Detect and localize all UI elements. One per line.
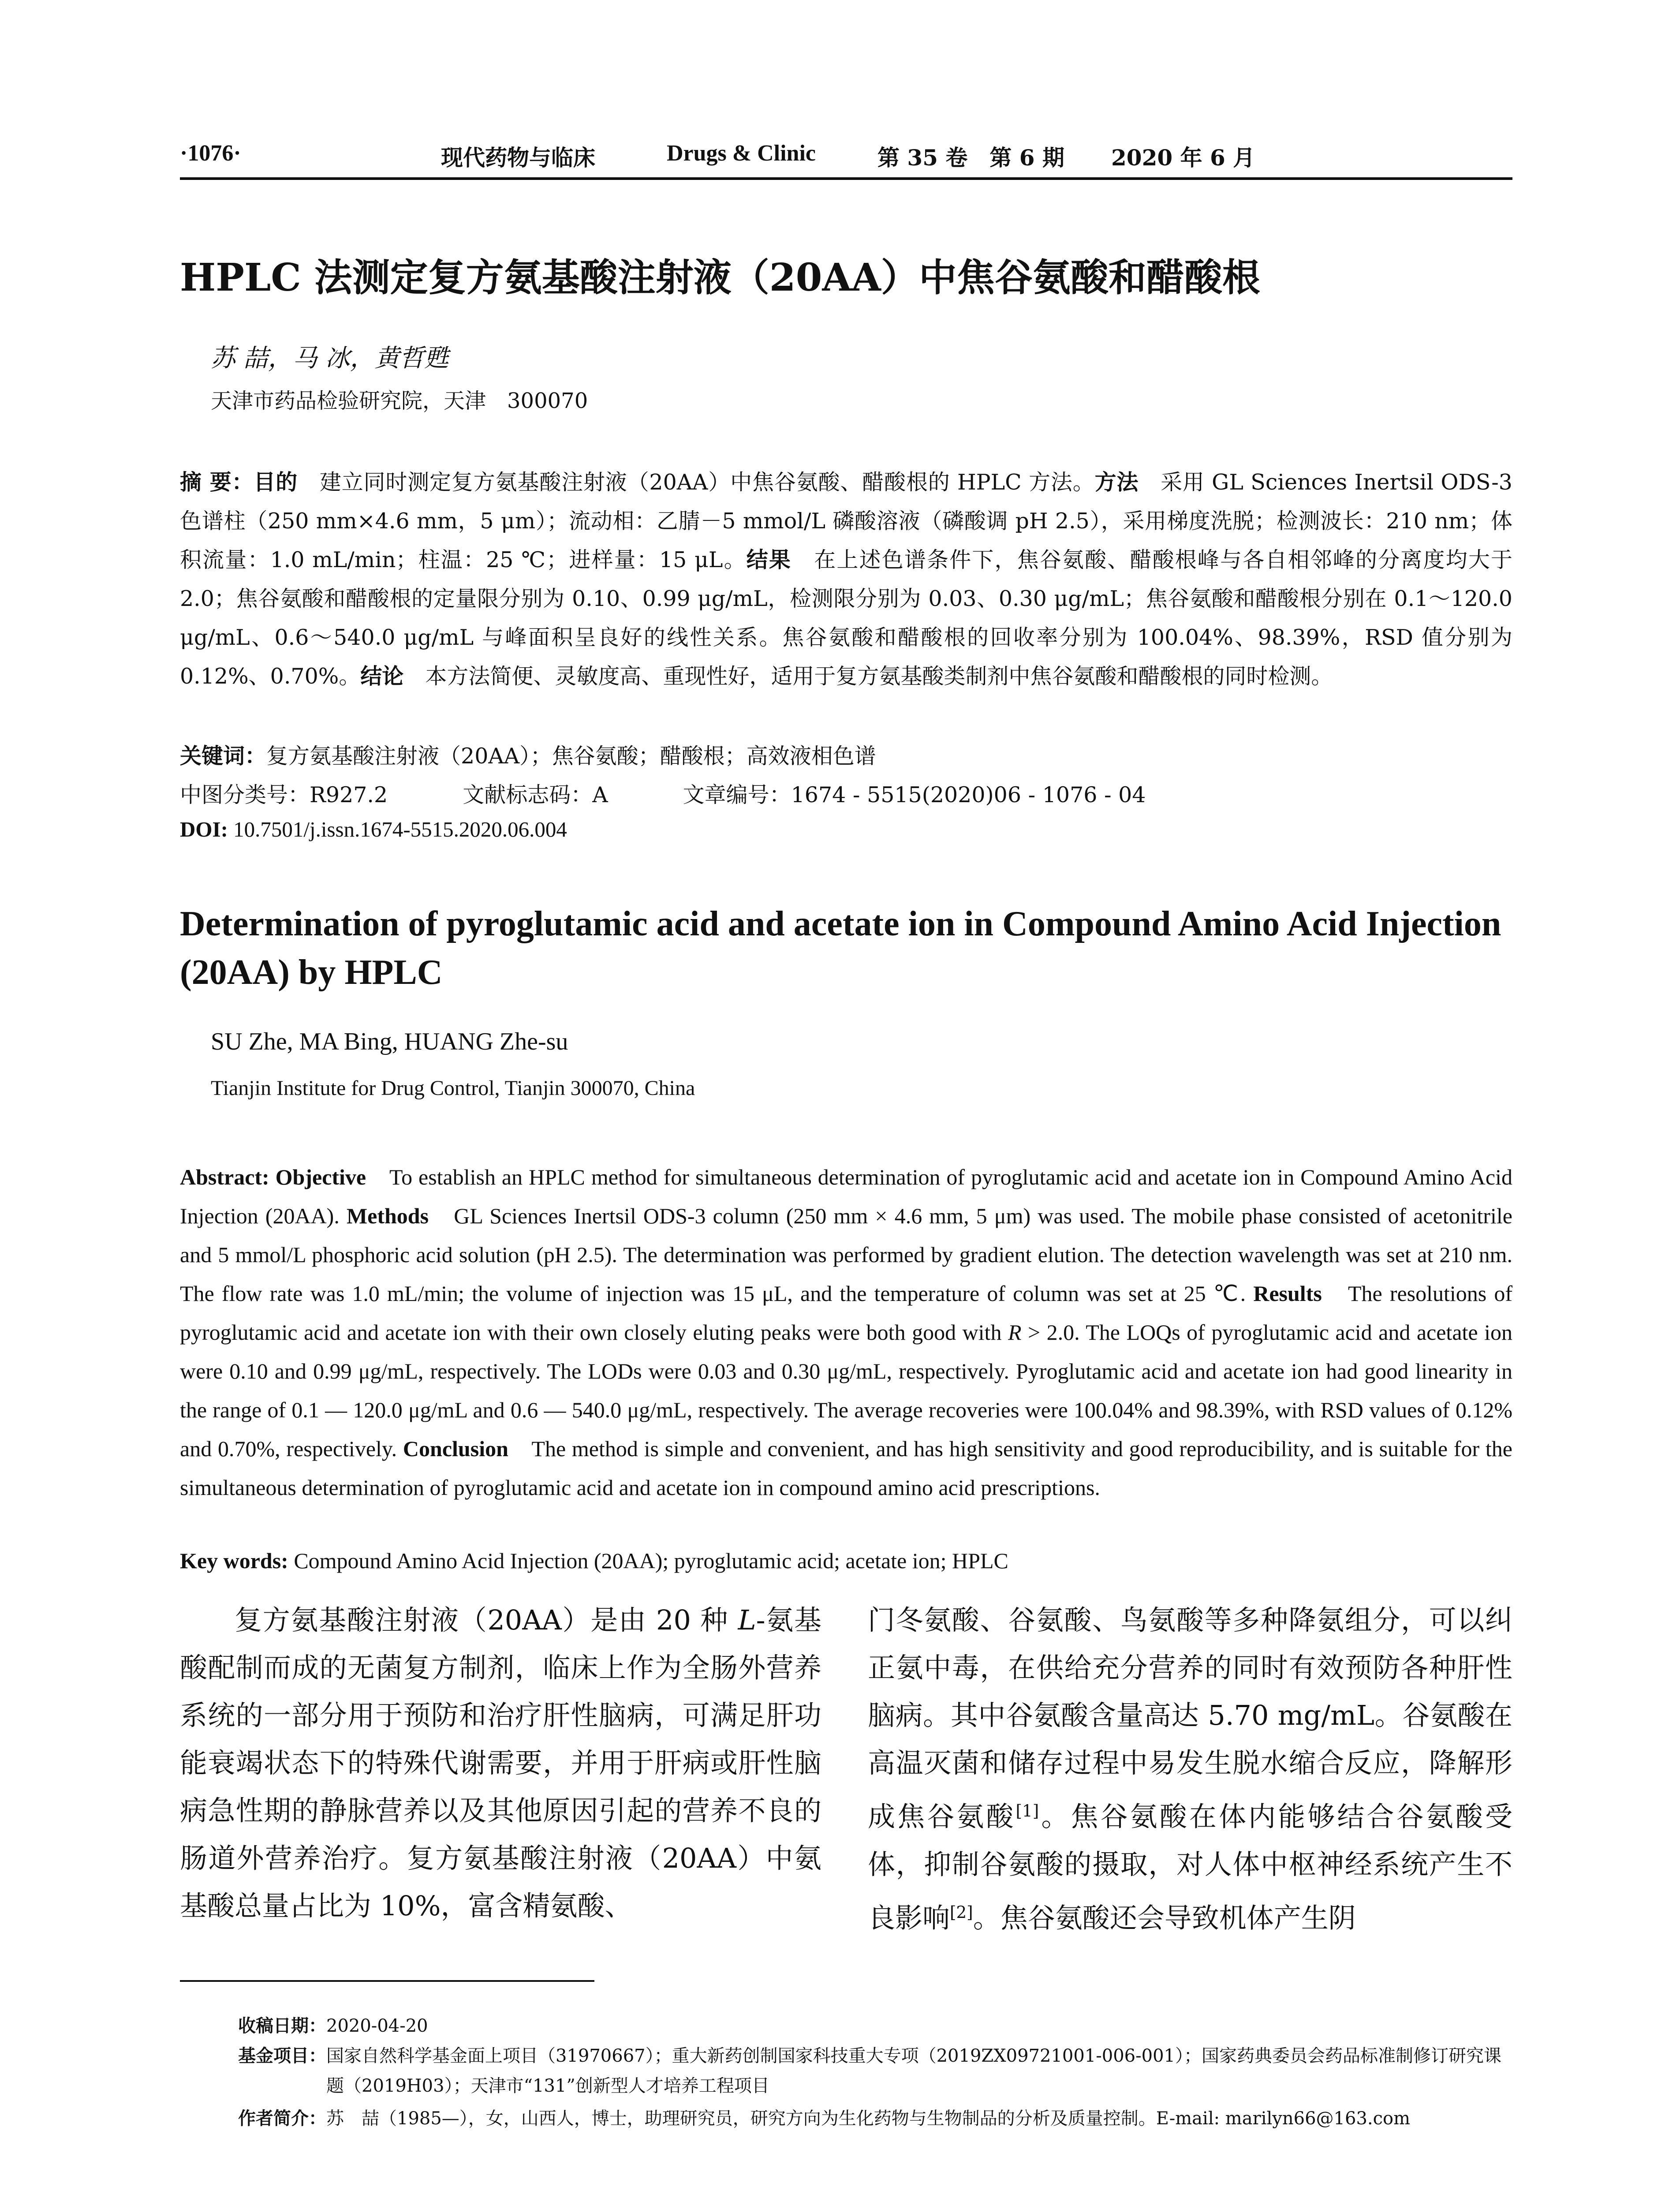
title-en: Determination of pyroglutamic acid and acetate ion in Compound Amino Acid Injection (20AA) by HPLC xyxy=(180,904,1501,992)
abstract-cn xyxy=(180,463,1512,696)
abstract-en-objective: To establish an HPLC method for simultaneous determination of pyroglutamic acid and acetate ion in Compound Amino Acid Injection (20AA). xyxy=(180,1165,1512,1228)
body-left-a: 复方氨基酸注射液（20AA）是由 20 种 xyxy=(235,1604,738,1636)
abstract-cn-results-label: 结果 xyxy=(746,547,792,572)
clc-value: R927.2 xyxy=(310,782,388,807)
body-column-right xyxy=(868,1596,1512,1942)
authors-cn: 苏 喆，马 冰，黄哲甦 xyxy=(211,344,449,373)
received-label: 收稿日期： xyxy=(238,2016,326,2036)
body-right-a: 门冬氨酸、谷氨酸、鸟氨酸等多种降氨组分，可以纠正氨中毒，在供给充分营养的同时有效预防各种肝性脑病。其中谷氨酸含量高达 5.70 mg/mL。谷氨酸在高温灭菌和储存过程中易发生脱水缩合反应，降解形成焦谷氨酸 xyxy=(868,1604,1512,1833)
keywords-cn-value: 复方氨基酸注射液（20AA）；焦谷氨酸；醋酸根；高效液相色谱 xyxy=(266,744,876,769)
journal-date: 2020 年 6 月 xyxy=(1111,145,1255,171)
abstract-cn-methods-label: 方法 xyxy=(1094,470,1139,495)
abstract-en-objective-label: Objective xyxy=(275,1165,366,1189)
abstract-en-conclusion-label: Conclusion xyxy=(403,1436,508,1461)
affiliation-en: Tianjin Institute for Drug Control, Tianjin 300070, China xyxy=(211,1076,695,1100)
abstract-en-results-a: The resolutions of pyroglutamic acid and acetate ion with their own closely eluting peaks were both good with xyxy=(180,1281,1512,1345)
keywords-cn xyxy=(180,739,876,770)
header-rule xyxy=(180,177,1512,180)
title-cn: HPLC 法测定复方氨基酸注射液（20AA）中焦谷氨酸和醋酸根 xyxy=(180,255,1260,300)
footnote-fund xyxy=(238,2041,1512,2101)
body-left-italic-l: L xyxy=(738,1604,756,1636)
abstract-en-label: Abstract: xyxy=(180,1165,276,1189)
keywords-en-value: Compound Amino Acid Injection (20AA); pyroglutamic acid; acetate ion; HPLC xyxy=(294,1548,1008,1573)
footnote-rule xyxy=(180,1980,594,1982)
fund-label: 基金项目： xyxy=(238,2046,326,2066)
abstract-cn-methods: 采用 GL Sciences Inertsil ODS-3 色谱柱（250 mm×4.6 mm，5 μm）；流动相：乙腈－5 mmol/L 磷酸溶液（磷酸调 pH 2.5），采用梯度洗脱；检测波长：210 nm；体积流量：1.0 mL/min；柱温：25 ℃；进样量：15 μL。 xyxy=(180,470,1512,572)
abstract-cn-conclusion: 本方法简便、灵敏度高、重现性好，适用于复方氨基酸类制剂中焦谷氨酸和醋酸根的同时检测。 xyxy=(403,664,1333,689)
citation-ref-2[interactable]: [2] xyxy=(950,1902,973,1922)
journal-volume: 第 35 卷 第 6 期 xyxy=(877,145,1064,171)
footnote-author xyxy=(238,2104,1512,2134)
fund-text: 国家自然科学基金面上项目（31970667）；重大新药创制国家科技重大专项（2019ZX09721001-006-001）；国家药典委员会药品标准制修订研究课题（2019H03）；天津市“131”创新型人才培养工程项目 xyxy=(326,2046,1501,2096)
citation-ref-1[interactable]: [1] xyxy=(1015,1801,1039,1820)
abstract-en-methods: GL Sciences Inertsil ODS-3 column (250 mm × 4.6 mm, 5 μm) was used. The mobile phase consisted of acetonitrile and 5 mmol/L phosphoric acid solution (pH 2.5). The determination was performed by gradient elution. The detection wavelength was set at 210 nm. The flow rate was 1.0 mL/min; the volume of injection was 15 μL, and the temperature of column was set at 25 ℃. xyxy=(180,1203,1512,1306)
journal-name-en: Drugs & Clinic xyxy=(667,141,816,166)
doi-link[interactable]: 10.7501/j.issn.1674-5515.2020.06.004 xyxy=(228,817,567,841)
journal-name-cn: 现代药物与临床 xyxy=(441,145,595,171)
abstract-cn-objective-label: 目的 xyxy=(254,470,298,495)
abstract-en-results-b: > 2.0. The LOQs of pyroglutamic acid and acetate ion were 0.10 and 0.99 μg/mL, respectively. The LODs were 0.03 and 0.30 μg/mL, respectively. Pyroglutamic acid and acetate ion had good linearity in the range of 0.1 — 120.0 μg/mL and 0.6 — 540.0 μg/mL, respectively. The average recoveries were 100.04% and 98.39%, with RSD values of 0.12% and 0.70%, respectively. xyxy=(180,1320,1512,1461)
keywords-en xyxy=(180,1548,1512,1573)
abstract-cn-results: 在上述色谱条件下，焦谷氨酸、醋酸根峰与各自相邻峰的分离度均大于 2.0；焦谷氨酸和醋酸根的定量限分别为 0.10、0.99 μg/mL，检测限分别为 0.03、0.30 μg/mL；焦谷氨酸和醋酸根分别在 0.1～120.0 μg/mL、0.6～540.0 μg/mL 与峰面积呈良好的线性关系。焦谷氨酸和醋酸根的回收率分别为 100.04%、98.39%，RSD 值分别为 0.12%、0.70%。 xyxy=(180,547,1512,689)
abstract-en-results-r: R xyxy=(1008,1320,1022,1345)
abstract-cn-conclusion-label: 结论 xyxy=(360,664,404,689)
abstract-en-methods-label: Methods xyxy=(346,1203,429,1228)
page-number: ·1076· xyxy=(180,141,241,166)
body-right-c: 。焦谷氨酸还会导致机体产生阴 xyxy=(973,1902,1356,1934)
body-left-b: -氨基酸配制而成的无菌复方制剂，临床上作为全肠外营养系统的一部分用于预防和治疗肝性脑病，可满足肝功能衰竭状态下的特殊代谢需要，并用于肝病或肝性脑病急性期的静脉营养以及其他原因引起的营养不良的肠道外营养治疗。复方氨基酸注射液（20AA）中氨基酸总量占比为 10%，富含精氨酸、 xyxy=(180,1604,822,1922)
body-right-b: 。焦谷氨酸在体内能够结合谷氨酸受体，抑制谷氨酸的摄取，对人体中枢神经系统产生不良影响 xyxy=(868,1800,1512,1934)
clc-label: 中图分类号： xyxy=(180,782,310,807)
classification-line xyxy=(180,778,1146,809)
abstract-en-results-label: Results xyxy=(1253,1281,1322,1306)
abstract-en-conclusion: The method is simple and convenient, and has high sensitivity and good reproducibility, and is suitable for the simultaneous determination of pyroglutamic acid and acetate ion in compound amino acid prescriptions. xyxy=(180,1436,1512,1500)
keywords-en-label: Key words: xyxy=(180,1548,294,1573)
doc-code-label: 文献标志码： xyxy=(463,782,593,807)
doc-code-value: A xyxy=(592,782,608,807)
received-date: 2020-04-20 xyxy=(326,2016,428,2036)
body-column-left xyxy=(180,1596,821,1930)
affiliation-cn: 天津市药品检验研究院，天津 300070 xyxy=(211,389,588,413)
abstract-en xyxy=(180,1158,1512,1507)
doi-line xyxy=(180,817,567,842)
keywords-cn-label: 关键词： xyxy=(180,744,267,769)
abstract-cn-objective: 建立同时测定复方氨基酸注射液（20AA）中焦谷氨酸、醋酸根的 HPLC 方法。 xyxy=(298,470,1095,495)
doi-label: DOI: xyxy=(180,817,228,841)
author-bio-text: 苏 喆（1985—），女，山西人，博士，助理研究员，研究方向为生化药物与生物制品的分析及质量控制。E-mail: marilyn66@163.com xyxy=(326,2108,1411,2129)
authors-en: SU Zhe, MA Bing, HUANG Zhe-su xyxy=(211,1028,568,1055)
author-bio-label: 作者简介： xyxy=(238,2108,326,2129)
abstract-cn-label: 摘 要： xyxy=(180,470,254,495)
article-number-label: 文章编号： xyxy=(683,782,791,807)
footnote-received xyxy=(238,2011,428,2041)
article-number-value: 1674 - 5515(2020)06 - 1076 - 04 xyxy=(791,782,1146,807)
